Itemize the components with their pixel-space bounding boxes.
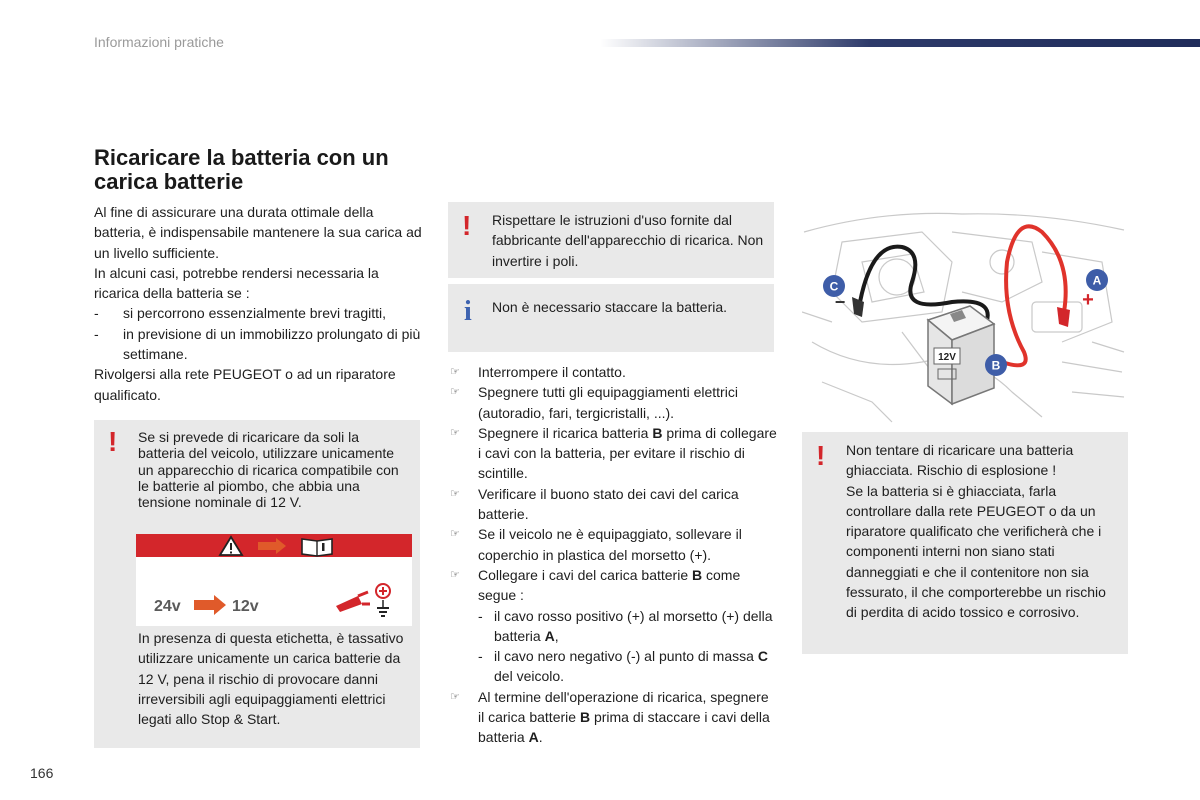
label-a (1086, 269, 1108, 291)
step-item: ☞ Spegnere il ricarica batteria B prima di collegare i cavi con la batteria, per evitare il rischio di scintille. (450, 424, 777, 482)
warning-text: Se si prevede di ricaricare da soli la batteria del veicolo, utilizzare unicamente un apparecchio di ricarica compatibile con le batterie al piombo, che abbia una tensione nominale di 12 V. (138, 429, 399, 511)
warning-icon: ! (816, 440, 826, 471)
info-icon: i (464, 296, 472, 327)
svg-text:A: A (1092, 273, 1102, 288)
arrow-bullet-icon: ☞ (450, 487, 460, 500)
arrow-icon (194, 595, 226, 615)
voltage-warning-label (136, 534, 412, 626)
sub-step-item: - il cavo nero negativo (-) al punto di massa C del veicolo. (478, 648, 768, 685)
info-text: Non è necessario staccare la batteria. (492, 299, 728, 315)
list-item: - in previsione di un immobilizzo prolungato di più settimane. (94, 325, 421, 363)
list-item: - si percorrono essenzialmente brevi tragitti, (94, 305, 387, 322)
battery-charger (928, 306, 994, 404)
warning-box-charger (94, 420, 420, 748)
intro-text (94, 202, 424, 405)
arrow-bullet-icon: ☞ (450, 568, 460, 581)
arrow-bullet-icon: ☞ (450, 386, 460, 399)
warning-text: Non tentare di ricaricare una batteria ghiacciata. Rischio di esplosione ! Se la batteria si è ghiacciata, farla controllare dalla rete PEUGEOT o da un riparatore qualificato che verificherà che i componenti interni non siano stati danneggiati e che il contenitore non sia fessurato, il che comporterebbe un rischio di perdita di acido tossico e corrosivo. (846, 442, 1106, 621)
info-box (448, 284, 774, 352)
label-b (985, 354, 1007, 376)
warning-box-frozen (802, 432, 1128, 654)
step-item: ☞ Se il veicolo ne è equipaggiato, sollevare il coperchio in plastica del morsetto (+). (450, 526, 742, 563)
plus-sign: + (1082, 289, 1094, 311)
arrow-bullet-icon: ☞ (450, 690, 460, 703)
voltage-from-label: 24v (154, 598, 181, 615)
intro-paragraph: Rivolgersi alla rete PEUGEOT o ad un riparatore qualificato. (94, 366, 396, 403)
arrow-bullet-icon: ☞ (450, 528, 460, 541)
warning-icon: ! (462, 210, 472, 241)
warning-box-instructions (448, 202, 774, 278)
step-item: ☞ Spegnere tutti gli equipaggiamenti elettrici (autoradio, fari, tergicristalli, ...). (450, 384, 738, 421)
header-bar (600, 39, 1200, 47)
procedure-steps (448, 362, 778, 748)
step-item: ☞ Al termine dell'operazione di ricarica, spegnere il carica batterie B prima di staccare i cavi della batteria A. (450, 688, 770, 746)
sub-step-item: - il cavo rosso positivo (+) al morsetto (+) della batteria A, (478, 607, 773, 644)
arrow-bullet-icon: ☞ (450, 426, 460, 439)
svg-text:C: C (829, 279, 839, 294)
warning-label-text: In presenza di questa etichetta, è tassativo utilizzare unicamente un carica batterie da 12 V, pena il rischio di provocare danni irreversibili agli equipaggiamenti elettrici legati allo Stop & Start. (138, 630, 404, 728)
step-item: ☞ Collegare i cavi del carica batterie B come segue : (450, 566, 741, 604)
minus-sign: − (834, 292, 846, 312)
step-item: ☞ Interrompere il contatto. (448, 362, 778, 382)
page-number: 166 (30, 765, 54, 781)
battery-clamp-icon (336, 584, 390, 616)
step-item: ☞ Verificare il buono stato dei cavi del carica batterie. (450, 485, 739, 523)
intro-paragraph: In alcuni casi, potrebbe rendersi necessaria la ricarica della batteria se : (94, 264, 379, 302)
svg-text:B: B (991, 358, 1001, 373)
page-title: Ricaricare la batteria con un carica batterie (94, 145, 389, 194)
arrow-bullet-icon: ☞ (450, 366, 460, 378)
manual-book-icon (302, 539, 332, 556)
voltage-to-label: 12v (232, 598, 259, 615)
warning-icon: ! (108, 426, 118, 457)
section-title: Informazioni pratiche (94, 34, 224, 50)
intro-paragraph: Al fine di assicurare una durata ottimale della batteria, è indispensabile mantenere la sua carica ad un livello sufficiente. (94, 204, 422, 261)
charger-voltage-label: 12V (938, 352, 956, 363)
warning-text: Rispettare le istruzioni d'uso fornite dal fabbricante dell'apparecchio di ricarica. Non invertire i poli. (492, 212, 764, 269)
engine-bay-diagram (802, 202, 1128, 424)
